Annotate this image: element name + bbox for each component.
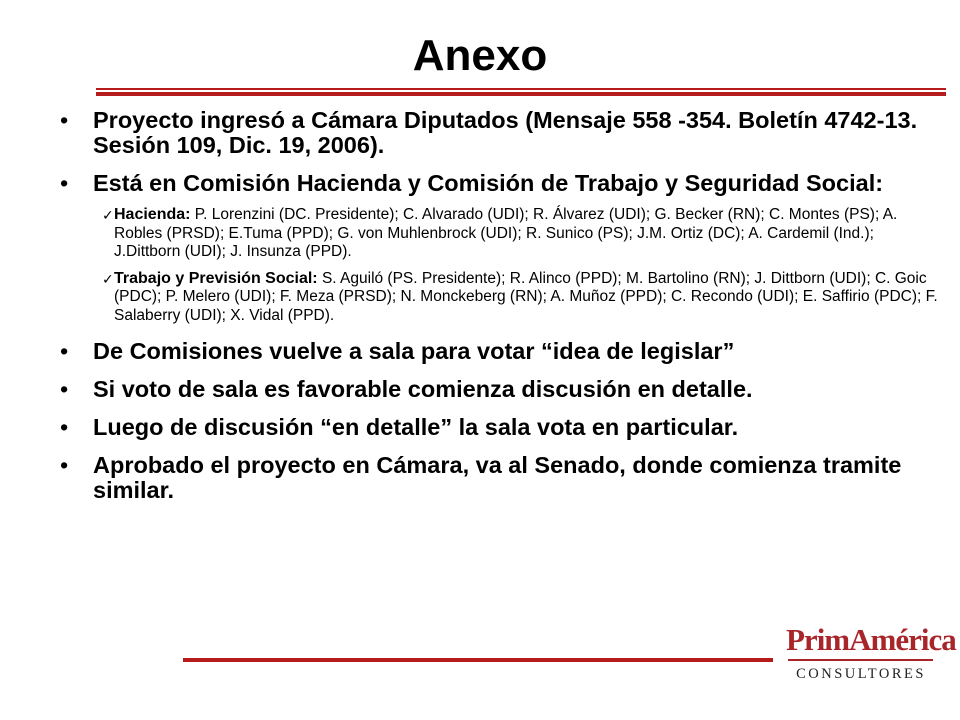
bullet-item — [60, 339, 940, 364]
subitem-hacienda — [102, 206, 940, 262]
bullet-text: Aprobado el proyecto en Cámara, va al Senado, donde comienza tramite similar. — [93, 452, 902, 503]
bullet-icon: • — [60, 414, 69, 440]
checkmark-icon: ✓ — [102, 207, 114, 223]
logo-brand: PrimAmérica — [786, 622, 956, 657]
bullet-icon: • — [60, 338, 69, 364]
logo-tagline: CONSULTORES — [796, 666, 926, 682]
subitem-lead: Trabajo y Previsión Social: — [114, 269, 318, 287]
slide-title: Anexo — [412, 31, 548, 80]
subitem-trabajo — [102, 269, 940, 326]
bullet-icon: • — [60, 376, 69, 402]
bullet-item — [60, 453, 940, 503]
bullet-text: Luego de discusión “en detalle” la sala vota en particular. — [93, 414, 739, 440]
footer-divider — [183, 658, 773, 662]
title-divider — [96, 88, 946, 97]
bullet-list — [60, 108, 940, 516]
bullet-item — [60, 171, 940, 196]
primamerica-logo — [786, 620, 956, 692]
checkmark-icon: ✓ — [102, 270, 114, 287]
bullet-item — [60, 108, 940, 158]
bullet-icon: • — [60, 170, 69, 196]
bullet-item — [60, 415, 940, 440]
bullet-text: Si voto de sala es favorable comienza discusión en detalle. — [93, 376, 753, 402]
logo-underline — [788, 659, 933, 661]
bullet-icon: • — [60, 107, 69, 133]
bullet-text: Proyecto ingresó a Cámara Diputados (Mensaje 558 -354. Boletín 4742-13. Sesión 109, Dic. 19, 2006). — [93, 107, 918, 158]
title-divider-line-thick — [96, 92, 946, 96]
title-divider-line-thin — [96, 88, 946, 90]
subitem-text: S. Aguiló (PS. Presidente); R. Alinco (PPD); M. Bartolino (RN); J. Dittborn (UDI); C. Goic (PDC); P. Melero (UDI); F. Meza (PRSD); N. Monckeberg (RN); A. Muñoz (PPD); C. Recondo (UDI); E. Saffirio (PDC); F. Salaberry (UDI); X. Vidal (PPD). — [114, 269, 938, 324]
bullet-text: Está en Comisión Hacienda y Comisión de Trabajo y Seguridad Social: — [93, 170, 884, 196]
subitem-text: P. Lorenzini (DC. Presidente); C. Alvarado (UDI); R. Álvarez (UDI); G. Becker (RN); C. Montes (PS); A. Robles (PRSD); E.Tuma (PPD); G. von Muhlenbrock (UDI); R. Sunico (PS); J.M. Ortiz (DC); A. Cardemil (Ind.); J.Dittborn (UDI); J. Insunza (PPD). — [114, 206, 898, 260]
bullet-icon: • — [60, 452, 69, 478]
bullet-text: De Comisiones vuelve a sala para votar “idea de legislar” — [93, 338, 735, 364]
subitem-lead: Hacienda: — [114, 206, 191, 223]
bullet-item — [60, 377, 940, 402]
